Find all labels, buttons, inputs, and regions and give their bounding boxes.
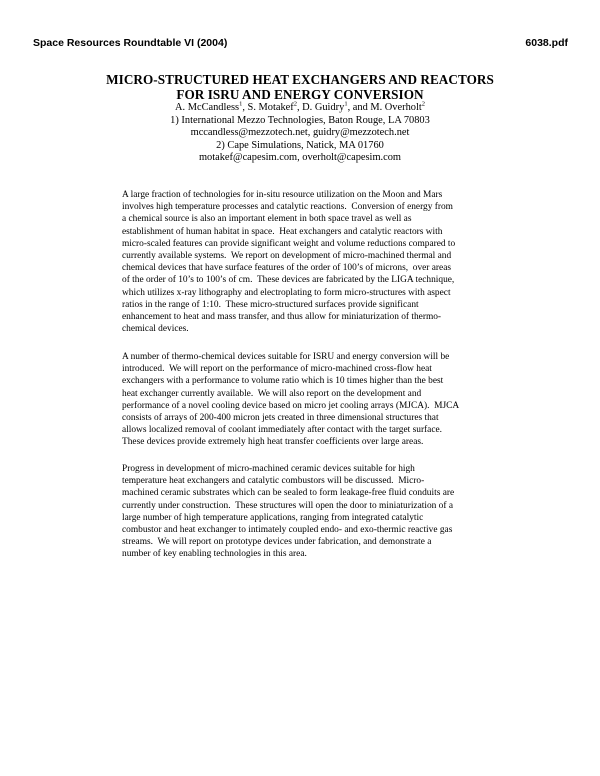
text-line: streams. We will report on prototype devices under fabrication, and demonstrate a (122, 537, 432, 548)
text-line: consists of arrays of 200-400 micron jets created in three dimensional structures that (122, 413, 439, 424)
text-line: machined ceramic substrates which can be sealed to form leakage-free fluid conduits are (122, 488, 455, 499)
author-2-affil: 2 (293, 100, 297, 108)
text-line: of the order of 10’s to 100’s of cm. These devices are fabricated by the LIGA technique, (122, 275, 455, 286)
text-line: enhancement to heat and mass transfer, and thus allow for miniaturization of thermo- (122, 312, 442, 323)
text-line: establishment of human habitat in space. Heat exchangers and catalytic reactors with (122, 226, 443, 237)
text-line: combustor and heat exchanger to intimately coupled endo- and exo-thermic reactive gas (122, 525, 453, 536)
title-line-2: FOR ISRU AND ENERGY CONVERSION (176, 87, 424, 102)
file-name: 6038.pdf (525, 37, 568, 49)
affiliation-1: 1) International Mezzo Technologies, Baton Rouge, LA 70803 (170, 114, 430, 126)
text-line: performance of a novel cooling device based on micro jet cooling arrays (MJCA). MJCA (122, 400, 460, 411)
text-line: large number of high temperature applications, ranging from integrated catalytic (122, 512, 424, 523)
text-line: introduced. We will report on the performance of micro-machined cross-flow heat (122, 364, 432, 375)
author-4-affil: 2 (421, 100, 425, 108)
title-block (0, 72, 600, 165)
text-line: chemical devices that have surface features of the order of 100’s of microns, over areas (122, 263, 452, 274)
text-line: which utilizes x-ray lithography and electroplating to form micro-structures with aspect (122, 287, 451, 298)
text-line: Progress in development of micro-machined ceramic devices suitable for high (122, 464, 415, 474)
text-line: currently under construction. These structures will open the door to miniaturization of a (122, 500, 453, 511)
title-line-1: MICRO-STRUCTURED HEAT EXCHANGERS AND REACTORS (106, 72, 494, 87)
affiliation-1-emails: mccandless@mezzotech.net, guidry@mezzotech.net (190, 127, 410, 139)
text-line: temperature heat exchangers and catalytic combustors will be discussed. Micro- (122, 476, 425, 487)
text-line: chemical devices. (122, 324, 189, 335)
text-line: number of key enabling technologies in this area. (122, 549, 307, 560)
text-line: heat exchanger currently available. We will also report on the development and (122, 388, 422, 399)
text-line: These devices provide extremely high heat transfer coefficients over large areas. (122, 437, 424, 448)
text-line: A number of thermo-chemical devices suitable for ISRU and energy conversion will be (122, 352, 450, 362)
paper-title (0, 72, 600, 102)
text-line: currently available systems. We report on development of micro-machined thermal and (122, 251, 452, 262)
affiliation-2-emails: motakef@capesim.com, overholt@capesim.com (198, 152, 402, 164)
author-3: , D. Guidry (296, 102, 345, 113)
author-3-affil: 1 (344, 100, 348, 108)
affiliation-2: 2) Cape Simulations, Natick, MA 01760 (216, 139, 384, 151)
abstract-paragraph-2 (122, 351, 510, 449)
text-line: a chemical source is also an important element in both space travel as well as (122, 214, 412, 225)
text-line: ratios in the range of 1:10. These micro-structured surfaces provide significant (122, 299, 419, 310)
author-1-affil: 1 (239, 100, 243, 108)
text-line: allows localized removal of coolant immediately after contact with the target surface. (122, 425, 443, 436)
author-list (0, 102, 600, 115)
text-line: A large fraction of technologies for in-situ resource utilization on the Moon and Mars (122, 190, 443, 200)
conference-name: Space Resources Roundtable VI (2004) (33, 37, 228, 49)
text-line: involves high temperature processes and catalytic reactions. Conversion of energy from (122, 202, 453, 213)
abstract-paragraph-1 (122, 189, 510, 335)
author-4: , and M. Overholt (347, 102, 422, 113)
author-1: A. McCandless (175, 102, 240, 113)
text-line: exchangers with a performance to volume ratio which is 10 times higher than the best (122, 376, 444, 387)
text-line: micro-scaled features can provide significant weight and volume reductions compared to (122, 238, 456, 249)
author-2: , S. Motakef (242, 102, 294, 113)
abstract-paragraph-3 (122, 463, 510, 561)
